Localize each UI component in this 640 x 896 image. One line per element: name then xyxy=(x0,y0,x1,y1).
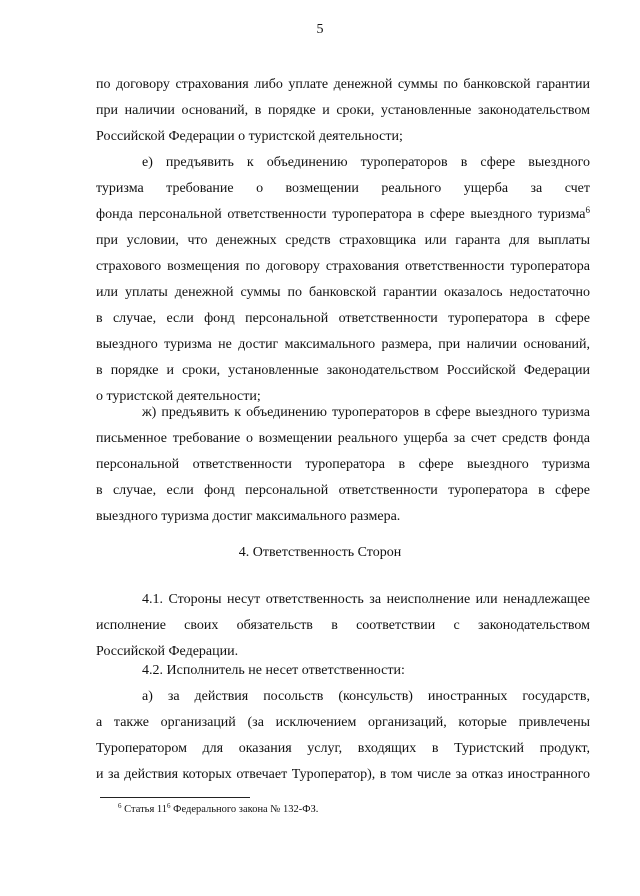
text-line: Российской Федерации. xyxy=(96,644,239,659)
footnote xyxy=(118,804,318,815)
paragraph-item-zh xyxy=(96,400,590,530)
text-line: а) за действия посольств (консульств) иностранных государств, xyxy=(142,689,590,704)
text-line: персональной ответственности туроператора в сфере выездного туризма xyxy=(96,457,590,472)
clause-4-2-a xyxy=(96,684,590,788)
footnote-divider xyxy=(100,797,250,798)
text-line: фонда персональной ответственности туроператора в сфере выездного туризма$^6$ xyxy=(96,205,590,222)
text-line: выездного туризма не достиг максимального размера, при наличии оснований, xyxy=(96,337,590,352)
paragraph-continuation xyxy=(96,72,590,150)
text-line: письменное требование о возмещении реального ущерба за счет средств фонда xyxy=(96,431,590,446)
text-line: а также организаций (за исключением организаций, которые привлечены xyxy=(96,715,590,730)
text-line: в порядке и сроки, установленные законодательством Российской Федерации xyxy=(96,363,590,378)
text-line: страхового возмещения по договору страхования ответственности туроператора xyxy=(96,259,590,274)
text-line: при условии, что денежных средств страховщика или гаранта для выплаты xyxy=(96,233,590,248)
text-line: о туристской деятельности; xyxy=(96,389,261,404)
text-line: 4.2. Исполнитель не несет ответственности: xyxy=(142,663,405,678)
clause-4-2 xyxy=(96,658,590,684)
text-line: е) предъявить к объединению туроператоров в сфере выездного xyxy=(142,155,590,170)
text-line: в случае, если фонд персональной ответственности туроператора в сфере xyxy=(96,483,590,498)
text-line: ж) предъявить к объединению туроператоров в сфере выездного туризма xyxy=(142,405,590,420)
text-line: Туроператором для оказания услуг, входящих в Туристский продукт, xyxy=(96,741,590,756)
text-line: выездного туризма достиг максимального размера. xyxy=(96,509,401,524)
text-line: 4.1. Стороны несут ответственность за неисполнение или ненадлежащее xyxy=(142,592,590,607)
page-number: 5 xyxy=(316,22,324,37)
footnote-reference: 6 xyxy=(585,205,590,215)
text-line: Российской Федерации о туристской деятельности; xyxy=(96,129,403,144)
text-line: при наличии оснований, в порядке и сроки, установленные законодательством xyxy=(96,103,590,118)
text-line: или уплаты денежной суммы по банковской гарантии оказалось недостаточно xyxy=(96,285,590,300)
text-line: в случае, если фонд персональной ответственности туроператора в сфере xyxy=(96,311,590,326)
text-line: по договору страхования либо уплате денежной суммы по банковской гарантии xyxy=(96,77,590,92)
text-line: и за действия которых отвечает Туроператор), в том числе за отказ иностранного xyxy=(96,767,590,782)
footnote-marker: 6 xyxy=(118,802,122,810)
paragraph-item-e xyxy=(96,150,590,410)
text-line: туризма требование о возмещении реального ущерба за счет xyxy=(96,181,590,196)
footnote-text: Статья $11^6$ Федерального закона № 132-ФЗ. xyxy=(124,802,319,815)
text-line: исполнение своих обязательств в соответствии с законодательством xyxy=(96,618,590,633)
clause-4-1 xyxy=(96,587,590,665)
section-heading: 4. Ответственность Сторон xyxy=(238,545,402,560)
